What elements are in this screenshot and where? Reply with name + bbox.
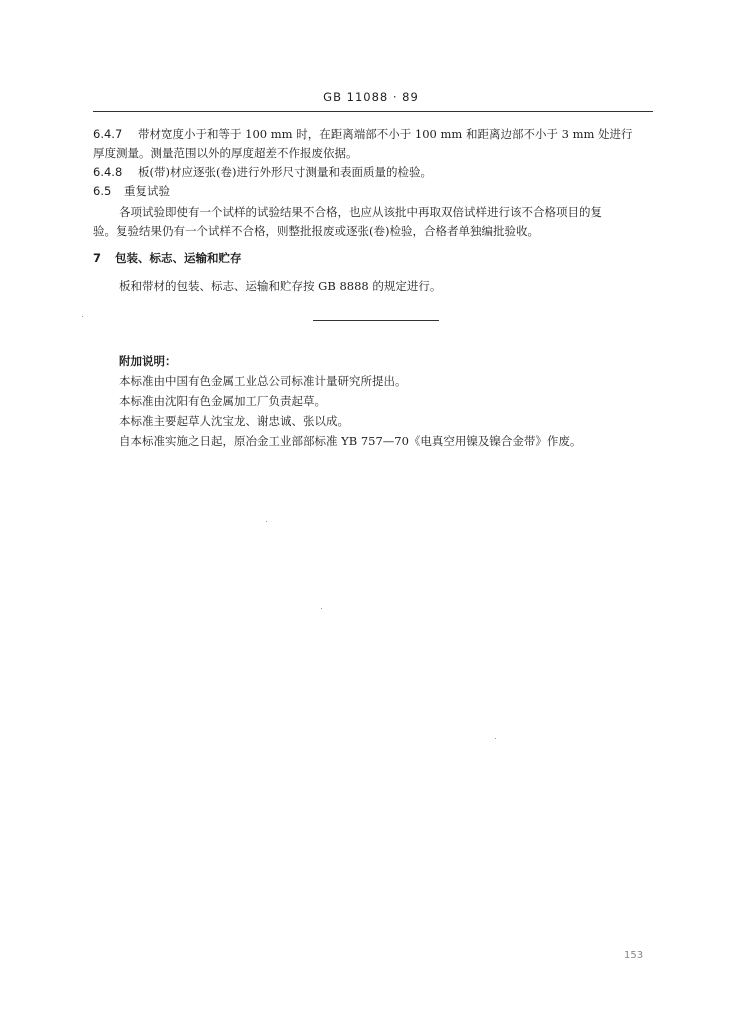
standard-number-header: GB 11088 · 89 xyxy=(323,90,419,104)
notes-line-1: 本标准由中国有色金属工业总公司标准计量研究所提出。 xyxy=(119,374,407,388)
header-rule xyxy=(93,111,653,112)
section-7-text: 板和带材的包装、标志、运输和贮存按 GB 8888 的规定进行。 xyxy=(119,279,442,293)
section-6-4-8-text: 板(带)材应逐张(卷)进行外形尺寸测量和表面质量的检验。 xyxy=(138,165,432,179)
notes-line-2: 本标准由沈阳有色金属加工厂负责起草。 xyxy=(119,394,326,408)
notes-line-4: 自本标准实施之日起，原冶金工业部部标准 YB 757—70《电真空用镍及镍合金带》作废。 xyxy=(119,434,582,448)
section-6-5-number: 6.5 xyxy=(93,184,112,198)
section-7-number: 7 xyxy=(93,251,102,265)
section-7-title: 包装、标志、运输和贮存 xyxy=(115,251,242,265)
scan-speck xyxy=(82,316,83,317)
page-number: 153 xyxy=(624,950,644,961)
section-6-4-7-line-2: 厚度测量。测量范围以外的厚度超差不作报废依据。 xyxy=(93,146,358,160)
notes-line-3: 本标准主要起草人沈宝龙、谢忠诚、张以成。 xyxy=(119,414,349,428)
notes-title: 附加说明： xyxy=(119,354,177,368)
section-6-4-8-number: 6.4.8 xyxy=(93,165,123,179)
section-6-5-line-1: 各项试验即使有一个试样的试验结果不合格，也应从该批中再取双倍试样进行该不合格项目的复 xyxy=(119,205,602,219)
section-6-4-7-number: 6.4.7 xyxy=(93,127,123,141)
separator-line xyxy=(313,320,439,321)
section-6-5-title: 重复试验 xyxy=(124,184,170,198)
scan-speck xyxy=(266,521,267,522)
scan-speck xyxy=(321,608,322,609)
scan-speck xyxy=(495,738,496,739)
section-6-5-line-2: 验。复验结果仍有一个试样不合格，则整批报废或逐张(卷)检验，合格者单独编批验收。 xyxy=(93,224,539,238)
section-6-4-7-line-1: 带材宽度小于和等于 100 mm 时，在距离端部不小于 100 mm 和距离边部不小于 3 mm 处进行 xyxy=(138,127,633,141)
